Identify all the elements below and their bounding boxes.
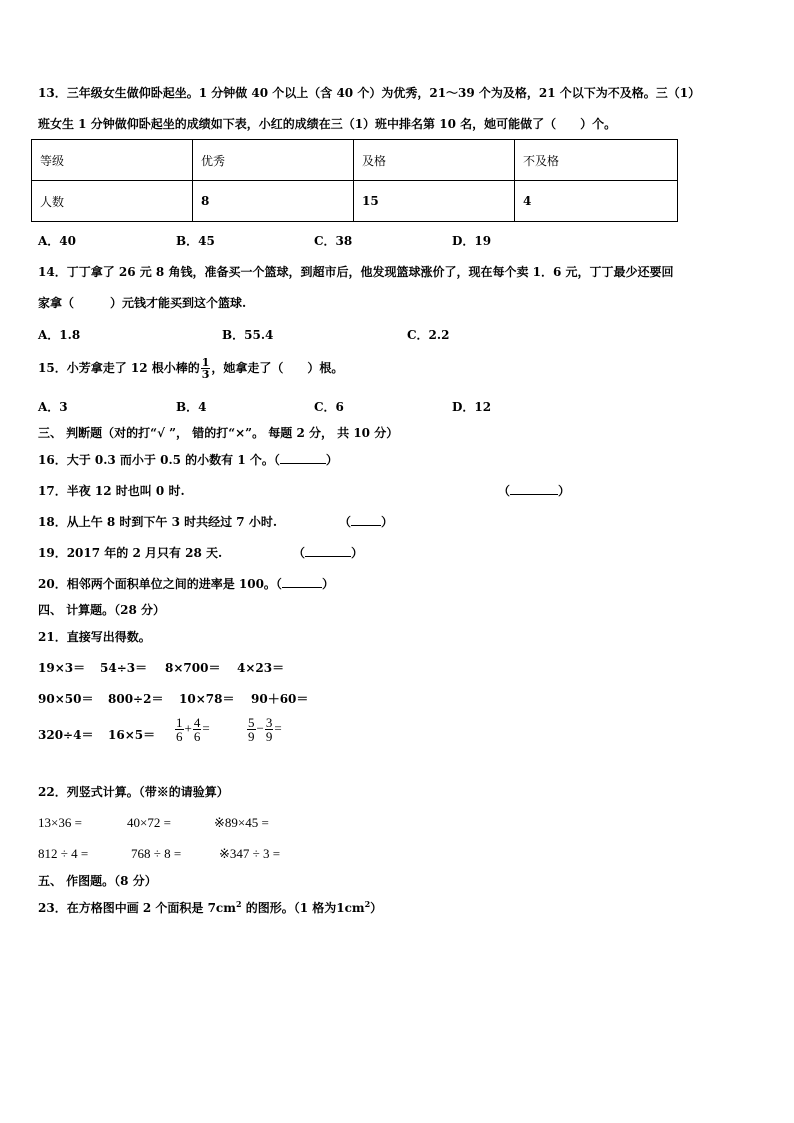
q23-text-middle: 的图形。（1 格为1cm bbox=[241, 901, 365, 915]
q15-text-after: ，她拿走了（ ）根。 bbox=[211, 361, 344, 375]
q21-item: 10×78＝ bbox=[179, 692, 235, 706]
superscript: 2 bbox=[235, 899, 242, 909]
grade-table bbox=[31, 139, 678, 222]
q13-option-b: B．45 bbox=[176, 234, 215, 248]
fraction bbox=[265, 716, 274, 743]
fraction-numerator: 5 bbox=[248, 715, 255, 730]
q21-item: 320÷4＝ bbox=[38, 728, 94, 742]
fraction-denominator: 9 bbox=[265, 729, 273, 744]
equals-sign: = bbox=[202, 720, 210, 736]
fraction bbox=[201, 357, 211, 380]
fraction-denominator: 3 bbox=[201, 368, 210, 381]
q22-item: 768 ÷ 8 = bbox=[131, 846, 182, 861]
fraction-denominator: 6 bbox=[193, 729, 201, 744]
q17-answer bbox=[498, 482, 570, 499]
fraction-denominator: 6 bbox=[176, 729, 183, 744]
q21-item: 90×50＝ bbox=[38, 692, 94, 706]
q21-item: 16×5＝ bbox=[108, 728, 156, 742]
table-cell: 等级 bbox=[32, 140, 193, 181]
q18-answer bbox=[339, 513, 393, 530]
q23-text bbox=[38, 899, 382, 916]
q15-option-b: B．4 bbox=[176, 400, 207, 414]
q20-close-paren: ） bbox=[321, 577, 334, 591]
q21-item: 19×3＝ bbox=[38, 661, 86, 675]
section-4-heading: 四、 计算题。（28 分） bbox=[38, 603, 166, 617]
q21-item: 90＋60＝ bbox=[251, 692, 309, 706]
q22-item: ※347 ÷ 3 = bbox=[219, 846, 281, 861]
section-5-heading: 五、 作图题。（8 分） bbox=[38, 874, 157, 888]
table-row bbox=[32, 140, 678, 181]
fraction-expression bbox=[174, 716, 210, 743]
q13-option-c: C．38 bbox=[314, 234, 353, 248]
superscript: 2 bbox=[364, 899, 371, 909]
answer-blank[interactable] bbox=[280, 463, 326, 464]
q21-item: 8×700＝ bbox=[165, 661, 221, 675]
q17-statement: 17．半夜 12 时也叫 0 时. bbox=[38, 484, 185, 498]
table-row bbox=[32, 181, 678, 222]
q21-title: 21．直接写出得数。 bbox=[38, 630, 151, 644]
q13-text-line2: 班女生 1 分钟做仰卧起坐的成绩如下表，小红的成绩在三（1）班中排名第 10 名，她可能做了（ ）个。 bbox=[38, 117, 617, 131]
q22-item: ※89×45 = bbox=[214, 815, 269, 830]
table-cell: 优秀 bbox=[193, 140, 354, 181]
table-cell: 4 bbox=[515, 181, 678, 222]
q13-option-d: D．19 bbox=[452, 234, 492, 248]
answer-blank[interactable] bbox=[282, 587, 322, 588]
q19-answer bbox=[293, 544, 363, 561]
q17-open-paren: （ bbox=[498, 484, 511, 498]
fraction-numerator: 4 bbox=[193, 715, 201, 730]
q16-text bbox=[38, 451, 338, 468]
q22-item: 40×72 = bbox=[127, 815, 171, 830]
q19-open-paren: （ bbox=[293, 546, 306, 560]
q20-text bbox=[38, 575, 334, 592]
table-cell: 及格 bbox=[354, 140, 515, 181]
q18-statement: 18．从上午 8 时到下午 3 时共经过 7 小时. bbox=[38, 515, 277, 529]
q23-text-after: ） bbox=[370, 901, 383, 915]
q18-close-paren: ） bbox=[381, 515, 394, 529]
q14-option-b: B．55.4 bbox=[222, 328, 274, 342]
table-cell: 不及格 bbox=[515, 140, 678, 181]
q19-statement: 19．2017 年的 2 月只有 28 天. bbox=[38, 546, 223, 560]
q13-text-line1: 13．三年级女生做仰卧起坐。1 分钟做 40 个以上（含 40 个）为优秀，21～39 个为及格，21 个以下为不及格。三（1） bbox=[38, 86, 701, 100]
q21-item: 54÷3＝ bbox=[100, 661, 148, 675]
q21-item: 4×23＝ bbox=[237, 661, 285, 675]
fraction bbox=[193, 716, 202, 743]
equals-sign: = bbox=[274, 720, 282, 736]
q17-close-paren: ） bbox=[558, 484, 571, 498]
answer-blank[interactable] bbox=[351, 525, 381, 526]
q13-option-a: A．40 bbox=[38, 234, 77, 248]
fraction bbox=[247, 716, 256, 743]
fraction-denominator: 9 bbox=[248, 729, 255, 744]
fraction-numerator: 1 bbox=[201, 356, 210, 369]
answer-blank[interactable] bbox=[510, 494, 558, 495]
q23-text-before: 23．在方格图中画 2 个面积是 7cm bbox=[38, 901, 236, 915]
q16-statement: 16．大于 0.3 而小于 0.5 的小数有 1 个。（ bbox=[38, 453, 280, 467]
fraction-expression bbox=[246, 716, 282, 743]
operator: − bbox=[256, 720, 264, 736]
q16-close-paren: ） bbox=[325, 453, 338, 467]
q14-text-line1: 14．丁丁拿了 26 元 8 角钱，准备买一个篮球，到超市后，他发现篮球涨价了，现在每个卖 1．6 元，丁丁最少还要回 bbox=[38, 265, 674, 279]
q21-item: 800÷2＝ bbox=[108, 692, 164, 706]
section-3-heading: 三、 判断题（对的打“√ ”， 错的打“×”。 每题 2 分， 共 10 分） bbox=[38, 426, 399, 440]
q18-open-paren: （ bbox=[339, 515, 352, 529]
fraction bbox=[175, 716, 184, 743]
table-cell: 人数 bbox=[32, 181, 193, 222]
operator: + bbox=[184, 720, 192, 736]
answer-blank[interactable] bbox=[305, 556, 351, 557]
q15-option-c: C．6 bbox=[314, 400, 344, 414]
q15-text-before: 15．小芳拿走了 12 根小棒的 bbox=[38, 361, 200, 375]
fraction-numerator: 1 bbox=[176, 715, 183, 730]
q22-item: 812 ÷ 4 = bbox=[38, 846, 89, 861]
q22-title: 22．列竖式计算。（带※的请验算） bbox=[38, 785, 229, 799]
q15-option-a: A．3 bbox=[38, 400, 68, 414]
table-cell: 8 bbox=[193, 181, 354, 222]
q15-option-d: D．12 bbox=[452, 400, 492, 414]
q15-text bbox=[38, 357, 343, 380]
fraction-numerator: 3 bbox=[265, 715, 273, 730]
q22-item: 13×36 = bbox=[38, 815, 82, 830]
q19-close-paren: ） bbox=[351, 546, 364, 560]
q14-option-a: A．1.8 bbox=[38, 328, 81, 342]
q20-statement: 20．相邻两个面积单位之间的进率是 100。（ bbox=[38, 577, 282, 591]
q14-text-line2: 家拿（ ）元钱才能买到这个篮球. bbox=[38, 296, 247, 310]
table-cell: 15 bbox=[354, 181, 515, 222]
q14-option-c: C．2.2 bbox=[407, 328, 450, 342]
